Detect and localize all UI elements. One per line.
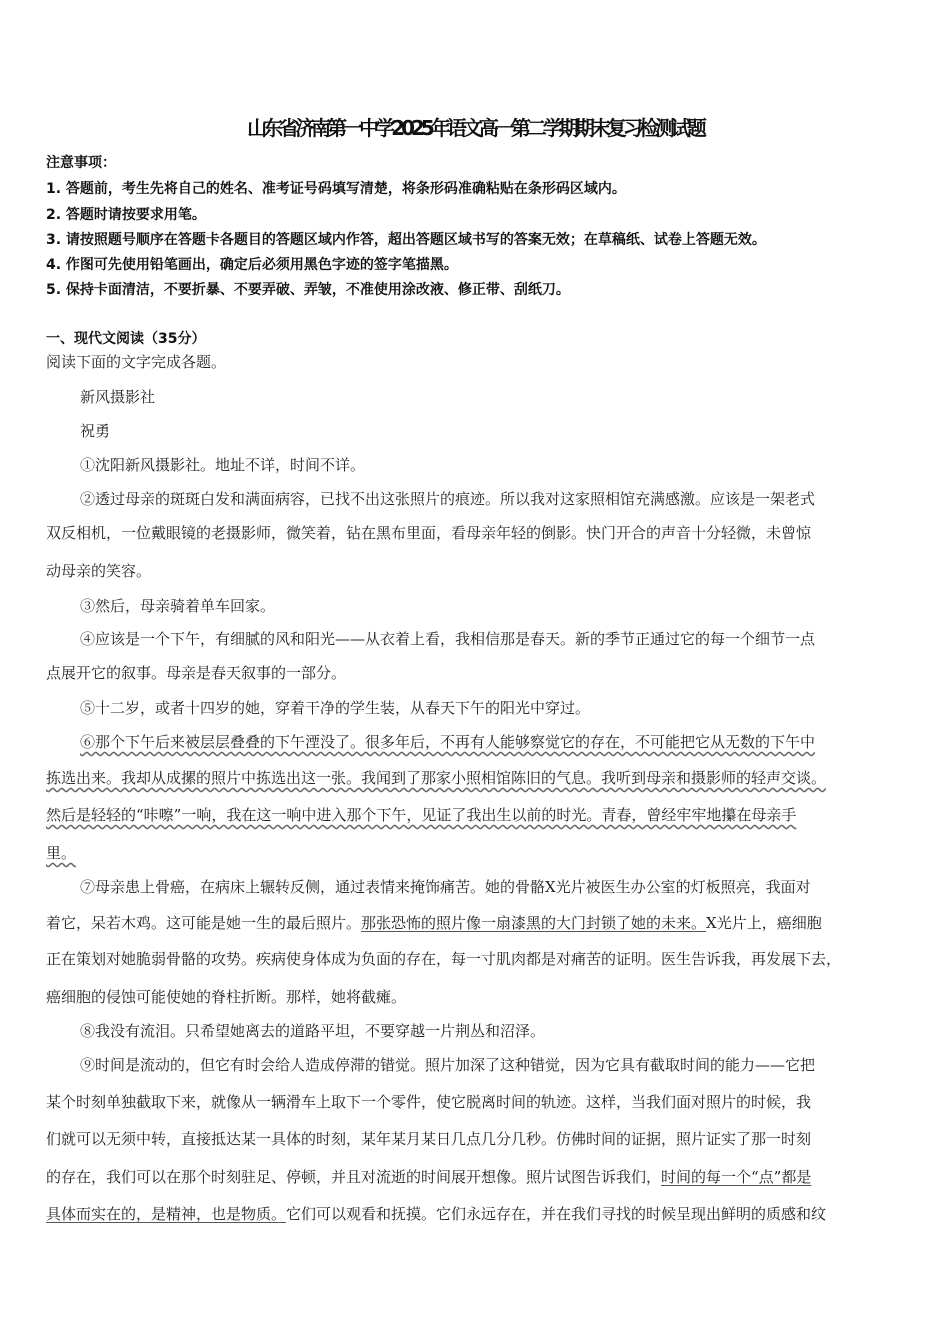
section-heading: 一、现代文阅读（35分） <box>46 331 206 347</box>
notice-item: 3. 请按照题号顺序在答题卡各题目的答题区域内作答，超出答题区域书写的答案无效；在草稿纸、试卷上答题无效。 <box>46 232 766 248</box>
paragraph-line <box>46 1166 811 1187</box>
notice-item: 5. 保持卡面清洁，不要折暴、不要弄破、弄皱，不准使用涂改液、修正带、刮纸刀。 <box>46 282 570 298</box>
notice-item: 2. 答题时请按要求用笔。 <box>46 207 206 223</box>
paragraph-line: ②透过母亲的斑斑白发和满面病容，已找不出这张照片的痕迹。所以我对这家照相馆充满感激。应该是一架老式 <box>80 490 816 508</box>
paragraph-line <box>46 912 822 933</box>
notice-item: 4. 作图可先使用铅笔画出，确定后必须用黑色字迹的签字笔描黑。 <box>46 257 458 273</box>
paragraph-line: 某个时刻单独截取下来，就像从一辆滑车上取下一个零件，使它脱离时间的轨迹。这样，当我们面对照片的时候，我 <box>46 1093 812 1111</box>
notice-item: 1. 答题前，考生先将自己的姓名、准考证号码填写清楚，将条形码准确粘贴在条形码区域内。 <box>46 181 626 197</box>
paragraph-line: 双反相机，一位戴眼镜的老摄影师，微笑着，钻在黑布里面，看母亲年轻的倒影。快门开合的声音十分轻微，未曾惊 <box>46 524 812 542</box>
underlined-line: 里。 <box>46 844 77 862</box>
paragraph-line: ⑧我没有流泪。只希望她离去的道路平坦，不要穿越一片荆丛和沼泽。 <box>80 1022 546 1040</box>
line-text: X光片上，癌细胞 <box>706 914 822 932</box>
paragraph-line: ①沈阳新风摄影社。地址不详，时间不详。 <box>80 456 366 474</box>
underlined-sentence: 时间的每一个“点”都是 <box>661 1168 812 1186</box>
section-instruction: 阅读下面的文字完成各题。 <box>46 353 227 371</box>
line-text: 着它，呆若木鸡。这可能是她一生的最后照片。 <box>46 914 362 932</box>
paragraph-line: 正在策划对她脆弱骨骼的攻势。疾病使身体成为负面的存在，每一寸肌肉都是对痛苦的证明。医生告诉我，再发展下去， <box>46 950 842 968</box>
underlined-line: 然后是轻轻的“咔嚓”一响，我在这一响中进入那个下午，见证了我出生以前的时光。青春，曾经牢牢地攥在母亲手 <box>46 806 797 824</box>
paragraph-line: 们就可以无须中转，直接抵达某一具体的时刻，某年某月某日几点几分几秒。仿佛时间的证据，照片证实了那一时刻 <box>46 1130 812 1148</box>
paragraph-line: ⑦母亲患上骨癌，在病床上辗转反侧，通过表情来掩饰痛苦。她的骨骼X光片被医生办公室的灯板照亮，我面对 <box>80 878 811 896</box>
underlined-line: 拣选出来。我却从成摞的照片中拣选出这一张。我闻到了那家小照相馆陈旧的气息。我听到母亲和摄影师的轻声交谈。 <box>46 769 827 787</box>
article-title: 新风摄影社 <box>80 388 156 406</box>
paragraph-line: ⑤十二岁，或者十四岁的她，穿着干净的学生装，从春天下午的阳光中穿过。 <box>80 699 591 717</box>
line-text: 它们可以观看和抚摸。它们永远存在，并在我们寻找的时候呈现出鲜明的质感和纹 <box>286 1205 827 1223</box>
paragraph-line: ⑨时间是流动的，但它有时会给人造成停滞的错觉。照片加深了这种错觉，因为它具有截取时间的能力——它把 <box>80 1056 816 1074</box>
underlined-sentence: 那张恐怖的照片像一扇漆黑的大门封锁了她的未来。 <box>361 914 707 932</box>
underlined-line: ⑥那个下午后来被层层叠叠的下午湮没了。很多年后，不再有人能够察觉它的存在，不可能把它从无数的下午中 <box>80 733 816 751</box>
paragraph-line: ③然后，母亲骑着单车回家。 <box>80 597 276 615</box>
paragraph-line: 动母亲的笑容。 <box>46 562 152 580</box>
notice-heading: 注意事项： <box>46 155 116 171</box>
paragraph-line: 点展开它的叙事。母亲是春天叙事的一部分。 <box>46 664 347 682</box>
underlined-sentence: 具体而实在的，是精神，也是物质。 <box>46 1205 287 1223</box>
exam-title: 山东省济南第一中学2025年语文高一第二学期期末复习检测试题 <box>247 116 703 140</box>
article-author: 祝勇 <box>80 422 111 440</box>
line-text: 的存在，我们可以在那个时刻驻足、停顿，并且对流逝的时间展开想像。照片试图告诉我们， <box>46 1168 662 1186</box>
paragraph-line <box>46 1203 826 1224</box>
paragraph-line: 癌细胞的侵蚀可能使她的脊柱折断。那样，她将截瘫。 <box>46 988 407 1006</box>
paragraph-line: ④应该是一个下午，有细腻的风和阳光——从衣着上看，我相信那是春天。新的季节正通过它的每一个细节一点 <box>80 630 816 648</box>
